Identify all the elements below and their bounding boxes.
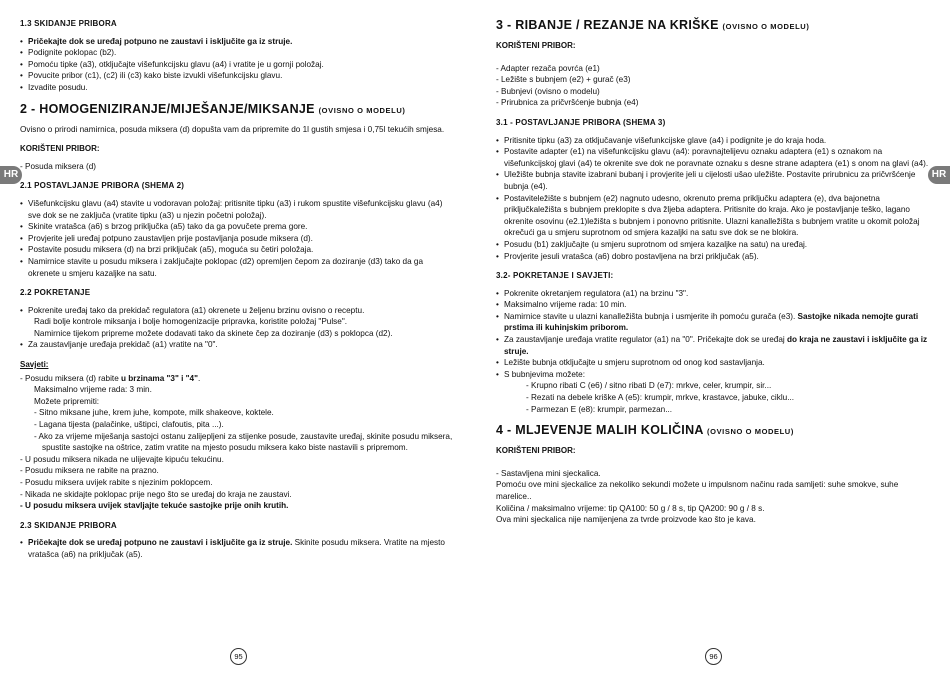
list-item: • Postavite adapter (e1) na višefunkcijsku glavu (a4): poravnajtelijevu oznaku adaptera (e1) s oznakom na višefunkcijskoj glavi (a4) te okrenite sve dok ne poravnate oznaku s desne strane adaptera (e1) s onom na glavi (a4). (496, 146, 932, 169)
list-item: - Parmezan E (e8): krumpir, parmezan... (526, 404, 673, 414)
section-heading: 2.1 POSTAVLJANJE PRIBORA (SHEMA 2) (20, 181, 185, 191)
list-item: - Adapter rezača povrća (e1) (496, 63, 600, 73)
bullet-list (20, 537, 456, 560)
paragraph: Namirnice tijekom pripreme možete dodavati tako da skinete čep za doziranje (d3) s poklopca (d2). (34, 328, 393, 338)
page-number: 95 (230, 648, 247, 665)
list-item: • Pokrenite uređaj tako da prekidač regulatora (a1) okrenete u željenu brzinu ovisno o receptu. (20, 305, 456, 317)
chapter-title: 2 - HOMOGENIZIRANJE/MIJEŠANJE/MIKSANJE (OVISNO O MODELU) (20, 101, 406, 116)
paragraph: Radi bolje kontrole miksanja i bolje homogenizacije pripravka, koristite položaj "Pulse". (34, 317, 347, 327)
list-item: - Ako za vrijeme miješanja sastojci ostanu zalijepljeni za stijenke posude, zaustavite uređaj, skinite posudu miksera, spustite sastojke na oštrice, zatim vratite na mjesto posudu miksera kako biste nastavili s pripremom. (34, 431, 453, 453)
list-item: - Nikada ne skidajte poklopac prije nego što se uređaj do kraja ne zaustavi. (20, 489, 292, 499)
list-item: • Podignite poklopac (b2). (20, 47, 456, 59)
list-item: • Postaviteležište s bubnjem (e2) nagnuto udesno, okrenuto prema priključku adaptera (e), dva bajonetna priključkaležišta s bubnjem preklopite s dva žljeba adaptera. Pritisnite do kraja. Ako je postavljanje teško, lagano okrenite osovinu (e2.1)ležišta s bubnjem i ponovno pritisnite. Ulazni kanalležišta s bubnjem vratite u okomit položaj okrečući ga u smjeru suprotnom od smjera kazaljki na satu sve dok se ne blokira. (496, 193, 932, 239)
list-item: - Posudu miksera ne rabite na prazno. (20, 466, 159, 476)
list-item: • Uležište bubnja stavite izabrani bubanj i provjerite jeli u cijelosti ušao uležište. Postavite prirubnicu za pričvršćenje bubnja (e4). (496, 169, 932, 192)
paragraph: Količina / maksimalno vrijeme: tip QA100: 50 g / 8 s, tip QA200: 90 g / 8 s. (496, 503, 765, 513)
bullet-list (496, 288, 932, 381)
list-item: - Prirubnica za pričvršćenje bubnja (e4) (496, 98, 639, 108)
list-item: - Ležište s bubnjem (e2) + gurač (e3) (496, 75, 631, 85)
paragraph: Ova mini sjeckalica nije namijenjena za tvrde proizvode kao što je kava. (496, 515, 756, 525)
list-item: • S bubnjevima možete: (496, 369, 932, 381)
language-tab-hr: HR (928, 166, 950, 184)
list-item: • Namirnice stavite u posudu miksera i zaključajte poklopac (d2) opremljen čepom za doziranje (d3) tako da ga okrenete u smjeru kazaljke na satu. (20, 256, 456, 279)
list-item: • Pomoću tipke (a3), otključajte višefunkcijsku glavu (a4) i vratite je u gornji položaj. (20, 59, 456, 71)
list-item: • Namirnice stavite u ulazni kanalležišta bubnja i usmjerite ih pomoću gurača (e3). Sastojke nikada nemojte gurati prstima ili kuhinjskim priborom. (496, 311, 932, 334)
list-item: - Lagana tijesta (palačinke, uštipci, clafoutis, pita ...). (34, 420, 224, 430)
list-item: • Pričekajte dok se uređaj potpuno ne zaustavi i isključite ga iz struje. (20, 36, 456, 48)
paragraph: Možete pripremiti: (34, 396, 100, 406)
accessories-label: KORIŠTENI PRIBOR: (496, 41, 576, 50)
list-item: • Pokrenite okretanjem regulatora (a1) na brzinu "3". (496, 288, 932, 300)
list-item: • Provjerite jeli uređaj potpuno zaustavljen prije postavljanja posude miksera (d). (20, 233, 456, 245)
list-item: • Maksimalno vrijeme rada: 10 min. (496, 299, 932, 311)
list-item: • Ležište bubnja otključajte u smjeru suprotnom od onog kod sastavljanja. (496, 357, 932, 369)
bullet-list (20, 36, 456, 94)
list-item: - U posudu miksera nikada ne ulijevajte kipuću tekućinu. (20, 454, 224, 464)
chapter-title: 4 - MLJEVENJE MALIH KOLIČINA (OVISNO O MODELU) (496, 423, 794, 438)
list-item: • Skinite vratašca (a6) s brzog priključka (a5) tako da ga povučete prema gore. (20, 221, 456, 233)
list-item: • Postavite posudu miksera (d) na brzi priključak (a5), moguća su četiri položaja. (20, 244, 456, 256)
bullet-list (20, 339, 456, 351)
paragraph: - Posudu miksera (d) rabite u brzinama "3" i "4". (20, 373, 201, 383)
list-item: • Izvadite posudu. (20, 82, 456, 94)
accessories-label: KORIŠTENI PRIBOR: (20, 144, 100, 154)
list-item: • Povucite pribor (c1), (c2) ili (c3) kako biste izvukli višefunkcijsku glavu. (20, 70, 456, 82)
tips-label: Savjeti: (20, 360, 49, 370)
section-heading: 1.3 SKIDANJE PRIBORA (20, 19, 117, 28)
paragraph: Maksimalno vrijeme rada: 3 min. (34, 385, 152, 395)
list-item: • Provjerite jesuli vratašca (a6) dobro postavljena na brzi priključak (a5). (496, 251, 932, 263)
list-item: - U posudu miksera uvijek stavljajte tekuće sastojke prije onih krutih. (20, 501, 289, 511)
bullet-list (20, 198, 456, 279)
bullet-list (20, 305, 456, 317)
paragraph: - Sastavljena mini sjeckalica. (496, 468, 601, 478)
list-item: • Za zaustavljanje uređaja vratite regulator (a1) na "0". Pričekajte dok se uređaj do kraja ne zaustavi i isključite ga iz struje. (496, 334, 932, 357)
section-heading: 2.3 SKIDANJE PRIBORA (20, 520, 117, 530)
list-item: - Bubnjevi (ovisno o modelu) (496, 86, 600, 96)
section-heading: 3.1 - POSTAVLJANJE PRIBORA (SHEMA 3) (496, 117, 666, 127)
list-item: - Rezati na debele kriške A (e5): krumpir, mrkve, krastavce, jabuke, ciklu... (526, 393, 795, 403)
paragraph: - Posuda miksera (d) (20, 161, 96, 171)
list-item: • Za zaustavljanje uređaja prekidač (a1) vratite na "0". (20, 339, 456, 351)
paragraph: Pomoću ove mini sjeckalice za nekoliko sekundi možete u impulsnom načinu rada samljeti: suhe smokve, suhe marelice.. (496, 480, 899, 501)
left-page (20, 18, 456, 561)
list-item: - Posudu miksera uvijek rabite s njezinim poklopcem. (20, 478, 213, 487)
list-item: • Posudu (b1) zaključajte (u smjeru suprotnom od smjera kazaljke na satu) na uređaj. (496, 239, 932, 251)
section-heading: 3.2- POKRETANJE I SAVJETI: (496, 271, 614, 281)
paragraph: Ovisno o prirodi namirnica, posuda miksera (d) dopušta vam da pripremite do 1l gustih smjesa i 0,75l tekućih smjesa. (20, 124, 445, 134)
section-heading: 2.2 POKRETANJE (20, 288, 91, 298)
bullet-list (496, 135, 932, 263)
chapter-title: 3 - RIBANJE / REZANJE NA KRIŠKE (OVISNO O MODELU) (496, 18, 810, 32)
list-item: - Krupno ribati C (e6) / sitno ribati D (e7): mrkve, celer, krumpir, sir... (526, 381, 772, 391)
right-page (496, 18, 932, 526)
list-item: - Sitno miksane juhe, krem juhe, kompote, milk shakeove, koktele. (34, 408, 274, 418)
accessories-label: KORIŠTENI PRIBOR: (496, 446, 576, 456)
list-item: • Pritisnite tipku (a3) za otključavanje višefunkcijske glave (a4) i podignite je do kraja hoda. (496, 135, 932, 147)
page-number: 96 (705, 648, 722, 665)
list-item: • Višefunkcijsku glavu (a4) stavite u vodoravan položaj: pritisnite tipku (a3) i rukom spustite višefunkcijsku glavu (a4) sve dok se ne zaključa (vratite tipku (a3) u njezin početni položaj). (20, 198, 456, 221)
list-item: • Pričekajte dok se uređaj potpuno ne zaustavi i isključite ga iz struje. Skinite posudu miksera. Vratite na mjesto vratašca (a6) na priključak (a5). (20, 537, 456, 560)
language-tab-hr: HR (0, 166, 22, 184)
